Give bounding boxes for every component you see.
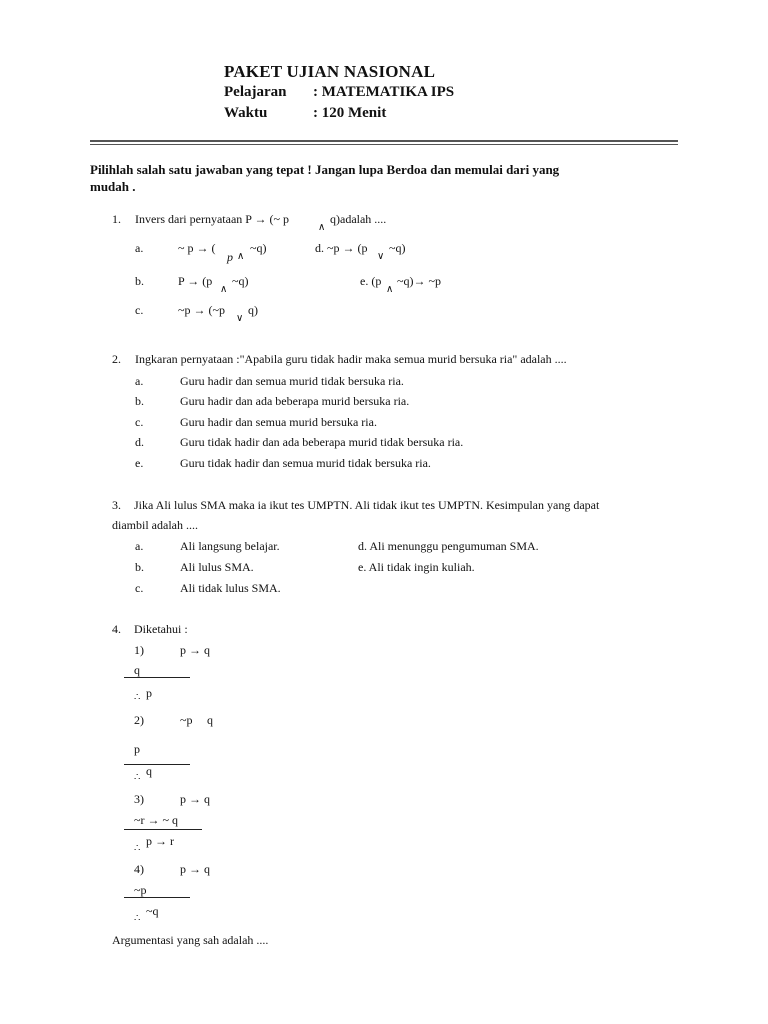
premise-2: p [134,742,140,756]
option-letter: c. [135,303,144,317]
and-symbol: ∧ [386,284,394,295]
header-divider-top [90,140,678,142]
question-number: 1. [112,212,121,226]
question-text-cont: diambil adalah .... [112,518,198,532]
question-number: 3. [112,498,121,512]
conclusion: q [146,764,152,778]
premise-1-cont: q [207,713,213,727]
option-letter: c. [135,415,144,429]
option-letter: b. [135,560,144,574]
option-letter: e. [135,456,144,470]
option-text: Guru hadir dan semua murid tidak bersuka ria. [180,374,404,388]
argument-number: 2) [134,713,144,727]
therefore-symbol: ∴ [134,772,141,783]
premise-1: p → q [180,643,210,657]
option-d-text: d. ~p → (p [315,241,368,255]
option-a-p: p [227,250,233,264]
option-d-text-cont: ~q) [389,241,406,255]
option-c-text: ~p → (~p [178,303,225,317]
premise-1: p → q [180,862,210,876]
option-letter: a. [135,241,144,255]
option-letter: b. [135,274,144,288]
question-text-cont: q)adalah .... [330,212,387,226]
question-text: Ingkaran pernyataan :"Apabila guru tidak hadir maka semua murid bersuka ria" adalah .... [135,352,567,366]
option-text: Guru hadir dan semua murid bersuka ria. [180,415,377,429]
instruction-line-2: mudah . [90,179,136,194]
option-text: Guru hadir dan ada beberapa murid bersuka ria. [180,394,410,408]
question-text: Invers dari pernyataan P → (~ p [135,212,289,226]
and-symbol: ∧ [220,284,228,295]
question-text: Jika Ali lulus SMA maka ia ikut tes UMPTN. Ali tidak ikut tes UMPTN. Kesimpulan yang dapat [134,498,600,512]
header-divider-bottom [90,144,678,145]
option-b-text-cont: ~q) [232,274,249,288]
therefore-symbol: ∴ [134,692,141,703]
instruction-line-1: Pilihlah salah satu jawaban yang tepat ! Jangan lupa Berdoa dan memulai dari yang [90,162,560,177]
option-a-text: ~ p → ( [178,241,216,255]
premise-1: ~p [180,713,193,727]
option-a-text-cont: ~q) [250,241,267,255]
and-symbol: ∧ [318,222,326,233]
option-b-text: P → (p [178,274,213,288]
option-letter: c. [135,581,144,595]
closing-question: Argumentasi yang sah adalah .... [112,933,269,947]
question-text: Diketahui : [134,622,188,636]
conclusion-line [124,764,190,765]
option-c-text-cont: q) [248,303,258,317]
option-e-text: e. Ali tidak ingin kuliah. [358,560,475,574]
conclusion: p [146,686,152,700]
option-e-text: e. (p [360,274,382,288]
and-symbol: ∧ [237,251,245,262]
option-b-text: Ali lulus SMA. [180,560,254,574]
therefore-symbol: ∴ [134,843,141,854]
or-symbol: ∨ [236,313,244,324]
option-text: Guru tidak hadir dan semua murid tidak bersuka ria. [180,456,431,470]
question-number: 2. [112,352,121,366]
time-label: Waktu [224,105,268,121]
therefore-symbol: ∴ [134,913,141,924]
page-title: PAKET UJIAN NASIONAL [224,62,436,81]
option-letter: b. [135,394,144,408]
premise-2: q [134,663,140,677]
conclusion: p → r [146,834,174,848]
premise-2: ~p [134,883,147,897]
or-symbol: ∨ [377,251,385,262]
argument-number: 3) [134,792,144,806]
conclusion-line [124,829,202,830]
question-number: 4. [112,622,121,636]
option-a-text: Ali langsung belajar. [180,539,280,553]
option-c-text: Ali tidak lulus SMA. [180,581,281,595]
option-letter: d. [135,435,144,449]
premise-2: ~r → ~ q [134,813,178,827]
subject-value: : MATEMATIKA IPS [313,84,455,100]
option-letter: a. [135,539,144,553]
conclusion: ~q [146,904,159,918]
subject-label: Pelajaran [224,84,287,100]
argument-number: 4) [134,862,144,876]
premise-1: p → q [180,792,210,806]
option-e-text-cont: ~q)→ ~p [397,274,441,288]
option-d-text: d. Ali menunggu pengumuman SMA. [358,539,539,553]
conclusion-line [124,677,190,678]
conclusion-line [124,897,190,898]
time-value: : 120 Menit [313,105,387,121]
argument-number: 1) [134,643,144,657]
option-text: Guru tidak hadir dan ada beberapa murid tidak bersuka ria. [180,435,464,449]
option-letter: a. [135,374,144,388]
